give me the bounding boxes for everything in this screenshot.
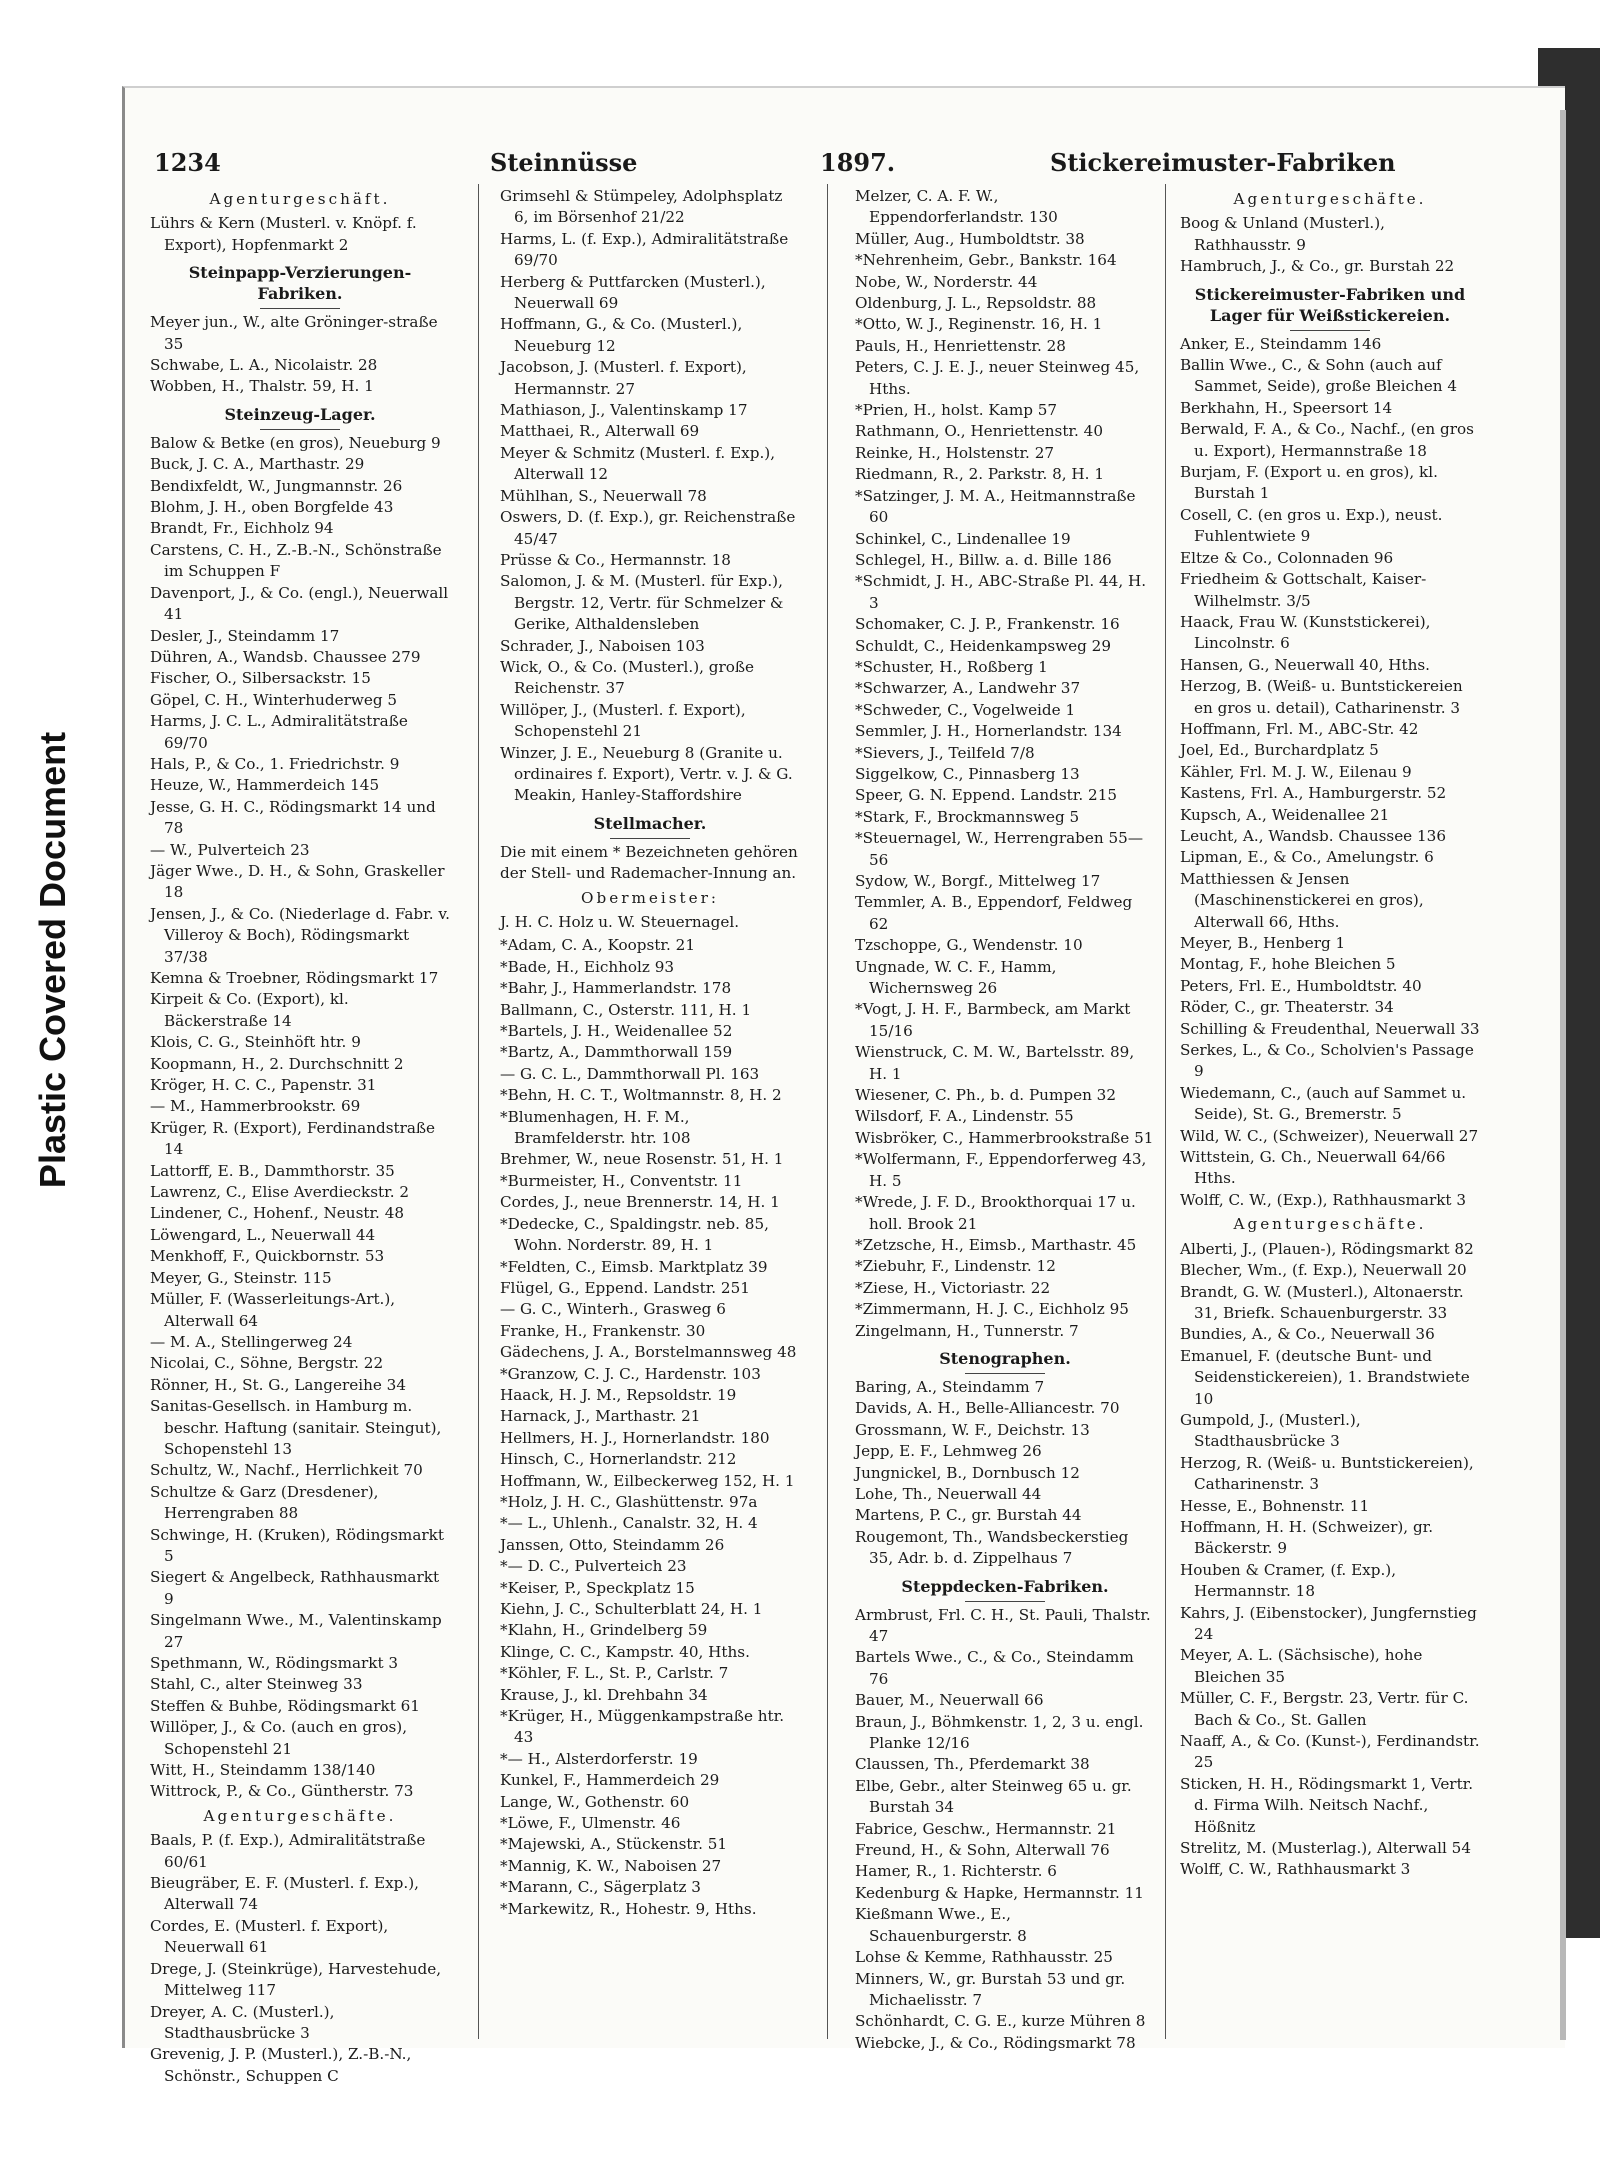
directory-entry: Hoffmann, H. H. (Schweizer), gr. Bäckerstr. 9 <box>1180 1517 1434 1558</box>
directory-entry: Hellmers, H. J., Hornerlandstr. 180 <box>500 1428 770 1447</box>
directory-entry: Emanuel, F. (deutsche Bunt- und Seidenstickereien), 1. Brandstwiete 10 <box>1180 1346 1470 1408</box>
directory-entry: Lindener, C., Hohenf., Neustr. 48 <box>150 1204 405 1223</box>
directory-entry: Ballin Wwe., C., & Sohn (auch auf Sammet, Seide), große Bleichen 4 <box>1180 356 1458 396</box>
directory-entry: Leucht, A., Wandsb. Chaussee 136 <box>1180 826 1446 845</box>
page-edge-shadow <box>1560 110 1566 2040</box>
directory-entry: Buck, J. C. A., Marthastr. 29 <box>150 455 365 474</box>
directory-entry: Janssen, Otto, Steindamm 26 <box>500 1535 725 1554</box>
directory-entry: *Keiser, P., Speckplatz 15 <box>500 1578 695 1597</box>
directory-entry: Anker, E., Steindamm 146 <box>1180 334 1382 353</box>
directory-entry: Kähler, Frl. M. J. W., Eilenau 9 <box>1180 762 1412 781</box>
directory-entry: Desler, J., Steindamm 17 <box>150 626 340 645</box>
directory-entry: Kirpeit & Co. (Export), kl. Bäckerstraße 14 <box>150 990 349 1030</box>
plastic-covered-text: Plastic Covered Document <box>32 731 73 1189</box>
directory-entry: Mühlhan, S., Neuerwall 78 <box>500 486 707 505</box>
directory-entry: Schuldt, C., Heidenkampsweg 29 <box>855 636 1111 655</box>
directory-entry: *Burmeister, H., Conventstr. 11 <box>500 1171 743 1190</box>
directory-entry: Spethmann, W., Rödingsmarkt 3 <box>150 1654 399 1672</box>
column-rule <box>1165 184 1166 2039</box>
directory-entry: Lipman, E., & Co., Amelungstr. 6 <box>1180 848 1434 867</box>
directory-entry: Hansen, G., Neuerwall 40, Hths. <box>1180 655 1431 674</box>
column-rule <box>827 184 828 2039</box>
directory-entry: Reinke, H., Holstenstr. 27 <box>855 443 1055 462</box>
directory-entry: Brehmer, W., neue Rosenstr. 51, H. 1 <box>500 1150 784 1169</box>
directory-entry: *Dedecke, C., Spaldingstr. neb. 85, Wohn. Norderstr. 89, H. 1 <box>500 1214 769 1255</box>
directory-entry: Jäger Wwe., D. H., & Sohn, Graskeller 18 <box>150 861 445 902</box>
directory-column-1 <box>150 186 450 2085</box>
directory-entry: Krause, J., kl. Drehbahn 34 <box>500 1685 708 1704</box>
directory-entry: Armbrust, Frl. C. H., St. Pauli, Thalstr. 47 <box>855 1605 1151 1645</box>
directory-entry: *Bartz, A., Dammthorwall 159 <box>500 1043 733 1062</box>
directory-entry: *Wolfermann, F., Eppendorferweg 43, H. 5 <box>855 1150 1147 1190</box>
directory-entry: Herzog, B. (Weiß- u. Buntstickereien en gros u. detail), Catharinenstr. 3 <box>1180 677 1463 717</box>
directory-entry: *Vogt, J. H. F., Barmbeck, am Markt 15/16 <box>855 1000 1131 1040</box>
directory-entry: *Sievers, J., Teilfeld 7/8 <box>855 743 1035 762</box>
directory-entry: Alberti, J., (Plauen-), Rödingsmarkt 82 <box>1180 1239 1474 1258</box>
category-heading: Steinpapp-Verzierungen-Fabriken. <box>150 262 450 309</box>
directory-column-2 <box>500 186 800 2036</box>
directory-entry: *Schweder, C., Vogelweide 1 <box>855 700 1076 719</box>
directory-entry: *Granzow, C. J. C., Hardenstr. 103 <box>500 1364 761 1383</box>
directory-entry: Haack, H. J. M., Repsoldstr. 19 <box>500 1385 737 1404</box>
directory-entry: Ungnade, W. C. F., Hamm, Wichernsweg 26 <box>855 957 1057 998</box>
directory-entry: Rönner, H., St. G., Langereihe 34 <box>150 1375 406 1394</box>
directory-entry: *Bartels, J. H., Weidenallee 52 <box>500 1022 733 1041</box>
section-label: Agenturgeschäfte. <box>1233 190 1427 208</box>
directory-entry: Witt, H., Steindamm 138/140 <box>150 1761 376 1780</box>
directory-entry: Steffen & Buhbe, Rödingsmarkt 61 <box>150 1696 420 1715</box>
directory-entry: *Markewitz, R., Hohestr. 9, Hths. <box>500 1899 757 1918</box>
directory-entry: Röder, C., gr. Theaterstr. 34 <box>1180 998 1394 1017</box>
directory-entry: Singelmann Wwe., M., Valentinskamp 27 <box>150 1611 442 1651</box>
directory-entry: Schrader, J., Naboisen 103 <box>500 636 705 655</box>
directory-entry: Kastens, Frl. A., Hamburgerstr. 52 <box>1180 784 1447 803</box>
directory-entry: Dreyer, A. C. (Musterl.), Stadthausbrücke 3 <box>150 2002 335 2042</box>
directory-entry: Müller, F. (Wasserleitungs-Art.), Alterwall 64 <box>150 1290 396 1330</box>
directory-entry: Kiehn, J. C., Schulterblatt 24, H. 1 <box>500 1600 763 1618</box>
directory-entry: Sanitas-Gesellsch. in Hamburg m. beschr. Haftung (sanitair. Steingut), Schopenstehl 13 <box>150 1397 442 1458</box>
directory-entry: Strelitz, M. (Musterlag.), Alterwall 54 <box>1180 1839 1471 1858</box>
directory-entry: Flügel, G., Eppend. Landstr. 251 <box>500 1278 750 1297</box>
directory-entry: Speer, G. N. Eppend. Landstr. 215 <box>855 786 1118 805</box>
directory-entry: Nicolai, C., Söhne, Bergstr. 22 <box>150 1354 384 1373</box>
directory-entry: Friedheim & Gottschalt, Kaiser-Wilhelmstr. 3/5 <box>1180 570 1427 610</box>
section-label: Agenturgeschäfte. <box>203 1806 397 1825</box>
directory-entry: Krüger, R. (Export), Ferdinandstraße 14 <box>150 1118 436 1159</box>
directory-entry: Haack, Frau W. (Kunststickerei), Lincolnstr. 6 <box>1180 612 1431 653</box>
page-number: 1234 <box>154 148 221 177</box>
directory-entry: Burjam, F. (Export u. en gros), kl. Burstah 1 <box>1180 463 1438 503</box>
directory-entry: *Otto, W. J., Reginenstr. 16, H. 1 <box>855 315 1103 334</box>
directory-entry: Hoffmann, G., & Co. (Musterl.), Neueburg 12 <box>500 315 743 355</box>
directory-entry: Brandt, Fr., Eichholz 94 <box>150 519 334 538</box>
directory-entry: Jesse, G. H. C., Rödingsmarkt 14 und 78 <box>150 797 436 838</box>
directory-entry: Bartels Wwe., C., & Co., Steindamm 76 <box>855 1648 1134 1688</box>
category-heading: Stickereimuster-Fabriken und Lager für Weißstickereien. <box>1180 284 1480 331</box>
section-label: Obermeister: <box>581 888 719 907</box>
directory-entry: Cordes, E. (Musterl. f. Export), Neuerwall 61 <box>150 1916 389 1957</box>
directory-entry: Göpel, C. H., Winterhuderweg 5 <box>150 690 398 709</box>
directory-entry: Meyer, A. L. (Sächsische), hohe Bleichen 35 <box>1180 1646 1423 1686</box>
directory-entry: Tzschoppe, G., Wendenstr. 10 <box>855 936 1083 955</box>
directory-entry: Berkhahn, H., Speersort 14 <box>1180 398 1393 417</box>
directory-entry: *Majewski, A., Stückenstr. 51 <box>500 1835 728 1854</box>
category-heading: Steppdecken-Fabriken. <box>855 1576 1155 1602</box>
directory-entry: Lange, W., Gothenstr. 60 <box>500 1792 690 1811</box>
directory-entry: Balow & Betke (en gros), Neueburg 9 <box>150 433 441 452</box>
directory-entry: Harms, L. (f. Exp.), Admiralitätstraße 69/70 <box>500 229 789 270</box>
directory-entry: Löwengard, L., Neuerwall 44 <box>150 1225 376 1244</box>
directory-entry: *Zetzsche, H., Eimsb., Marthastr. 45 <box>855 1235 1137 1254</box>
directory-entry: Naaff, A., & Co. (Kunst-), Ferdinandstr. 25 <box>1180 1732 1480 1772</box>
note-text: J. H. C. Holz u. W. Steuernagel. <box>500 913 740 931</box>
directory-entry: Wienstruck, C. M. W., Bartelsstr. 89, H. 1 <box>855 1043 1135 1083</box>
directory-entry: Baring, A., Steindamm 7 <box>855 1377 1045 1396</box>
directory-entry: Rougemont, Th., Wandsbeckerstieg 35, Adr. b. d. Zippelhaus 7 <box>855 1527 1129 1568</box>
directory-entry: Cordes, J., neue Brennerstr. 14, H. 1 <box>500 1193 780 1212</box>
directory-entry: Grossmann, W. F., Deichstr. 13 <box>855 1420 1090 1439</box>
directory-entry: Wick, O., & Co. (Musterl.), große Reichenstr. 37 <box>500 657 755 698</box>
directory-entry: Dühren, A., Wandsb. Chaussee 279 <box>150 647 421 666</box>
directory-entry: Carstens, C. H., Z.-B.-N., Schönstraße im Schuppen F <box>150 540 442 581</box>
directory-entry: Peters, Frl. E., Humboldtstr. 40 <box>1180 976 1422 995</box>
directory-entry: Herberg & Puttfarcken (Musterl.), Neuerwall 69 <box>500 272 766 313</box>
directory-entry: Kedenburg & Hapke, Hermannstr. 11 <box>855 1883 1144 1902</box>
directory-entry: *Schwarzer, A., Landwehr 37 <box>855 679 1081 698</box>
directory-entry: *Klahn, H., Grindelberg 59 <box>500 1621 708 1640</box>
directory-entry: Wobben, H., Thalstr. 59, H. 1 <box>150 377 374 396</box>
directory-entry: Freund, H., & Sohn, Alterwall 76 <box>855 1841 1110 1860</box>
directory-entry: Lattorff, E. B., Dammthorstr. 35 <box>150 1161 395 1180</box>
directory-entry: Gädechens, J. A., Borstelmannsweg 48 <box>500 1343 797 1362</box>
directory-entry: Hoffmann, W., Eilbeckerweg 152, H. 1 <box>500 1471 795 1490</box>
directory-entry: Riedmann, R., 2. Parkstr. 8, H. 1 <box>855 465 1104 484</box>
directory-entry: Wilsdorf, F. A., Lindenstr. 55 <box>855 1107 1074 1126</box>
directory-entry: Boog & Unland (Musterl.), Rathhausstr. 9 <box>1180 214 1386 254</box>
directory-entry: — W., Pulverteich 23 <box>150 840 310 859</box>
directory-entry: Oldenburg, J. L., Repsoldstr. 88 <box>855 294 1097 313</box>
directory-column-3 <box>855 186 1155 2052</box>
directory-entry: Mathiason, J., Valentinskamp 17 <box>500 401 748 420</box>
directory-entry: Meyer jun., W., alte Gröninger-straße 35 <box>150 313 438 353</box>
directory-entry: *Köhler, F. L., St. P., Carlstr. 7 <box>500 1664 729 1683</box>
directory-entry: *Schuster, H., Roßberg 1 <box>855 657 1048 676</box>
directory-entry: *Bade, H., Eichholz 93 <box>500 957 675 976</box>
directory-entry: *Nehrenheim, Gebr., Bankstr. 164 <box>855 251 1117 270</box>
directory-entry: Harms, J. C. L., Admiralitätstraße 69/70 <box>150 712 408 752</box>
directory-entry: Wiesener, C. Ph., b. d. Pumpen 32 <box>855 1086 1117 1105</box>
directory-entry: Meyer & Schmitz (Musterl. f. Exp.), Alterwall 12 <box>500 443 776 484</box>
directory-entry: Grimsehl & Stümpeley, Adolphsplatz 6, im Börsenhof 21/22 <box>500 187 783 227</box>
directory-entry: Wiedemann, C., (auch auf Sammet u. Seide), St. G., Bremerstr. 5 <box>1180 1083 1467 1124</box>
directory-entry: Temmler, A. B., Eppendorf, Feldweg 62 <box>855 893 1133 933</box>
directory-entry: Davids, A. H., Belle-Alliancestr. 70 <box>855 1399 1120 1418</box>
directory-entry: Heuze, W., Hammerdeich 145 <box>150 776 380 795</box>
directory-entry: Wild, W. C., (Schweizer), Neuerwall 27 <box>1180 1126 1479 1145</box>
running-head-right: Stickereimuster-Fabriken <box>1050 148 1396 177</box>
directory-entry: Wittrock, P., & Co., Güntherstr. 73 <box>150 1782 414 1801</box>
directory-entry: Herzog, R. (Weiß- u. Buntstickereien), Catharinenstr. 3 <box>1180 1453 1474 1494</box>
directory-entry: *Adam, C. A., Koopstr. 21 <box>500 936 695 955</box>
directory-entry: Eltze & Co., Colonnaden 96 <box>1180 548 1394 567</box>
directory-entry: Kröger, H. C. C., Papenstr. 31 <box>150 1076 377 1095</box>
directory-entry: Koopmann, H., 2. Durchschnitt 2 <box>150 1054 404 1073</box>
directory-entry: Bundies, A., & Co., Neuerwall 36 <box>1180 1325 1435 1344</box>
directory-entry: Schönhardt, C. G. E., kurze Mühren 8 <box>855 2012 1146 2031</box>
directory-entry: Sydow, W., Borgf., Mittelweg 17 <box>855 872 1101 890</box>
directory-entry: Wolff, C. W., (Exp.), Rathhausmarkt 3 <box>1180 1190 1467 1209</box>
section-label: Agenturgeschäft. <box>209 190 391 208</box>
directory-entry: Menkhoff, F., Quickbornstr. 53 <box>150 1247 385 1266</box>
directory-entry: *Mannig, K. W., Naboisen 27 <box>500 1856 722 1875</box>
directory-entry: Brandt, G. W. (Musterl.), Altonaerstr. 31, Briefk. Schauenburgerstr. 33 <box>1180 1282 1464 1322</box>
directory-entry: Minners, W., gr. Burstah 53 und gr. Michaelisstr. 7 <box>855 1969 1126 2009</box>
directory-entry: Lohe, Th., Neuerwall 44 <box>855 1484 1042 1503</box>
directory-entry: Kunkel, F., Hammerdeich 29 <box>500 1771 720 1790</box>
category-heading: Steinzeug-Lager. <box>150 404 450 430</box>
directory-entry: Wiebcke, J., & Co., Rödingsmarkt 78 <box>855 2033 1136 2052</box>
directory-entry: Hesse, E., Bohnenstr. 11 <box>1180 1496 1370 1515</box>
directory-entry: Jacobson, J. (Musterl. f. Export), Hermannstr. 27 <box>500 358 747 398</box>
plastic-covered-label <box>8 700 98 1220</box>
directory-entry: Semmler, J. H., Hornerlandstr. 134 <box>855 722 1122 741</box>
directory-entry: Ballmann, C., Osterstr. 111, H. 1 <box>500 1000 752 1019</box>
directory-entry: — M., Hammerbrookstr. 69 <box>150 1097 361 1116</box>
directory-entry: *Blumenhagen, H. F. M., Bramfelderstr. htr. 108 <box>500 1107 691 1148</box>
directory-entry: Siegert & Angelbeck, Rathhausmarkt 9 <box>150 1568 440 1608</box>
directory-entry: Martens, P. C., gr. Burstah 44 <box>855 1506 1082 1525</box>
directory-entry: Oswers, D. (f. Exp.), gr. Reichenstraße 45/47 <box>500 508 796 548</box>
directory-entry: Lohse & Kemme, Rathhausstr. 25 <box>855 1948 1113 1967</box>
directory-entry: Jepp, E. F., Lehmweg 26 <box>855 1442 1042 1461</box>
column-rule <box>478 184 479 2039</box>
category-heading: Stenographen. <box>855 1348 1155 1374</box>
directory-entry: Cosell, C. (en gros u. Exp.), neust. Fuhlentwiete 9 <box>1180 505 1443 546</box>
category-heading: Stellmacher. <box>500 813 800 839</box>
directory-entry: Grevenig, J. P. (Musterl.), Z.-B.-N., Schönstr., Schuppen C <box>150 2045 412 2085</box>
directory-entry: *— H., Alsterdorferstr. 19 <box>500 1749 698 1768</box>
directory-column-4 <box>1180 186 1480 2036</box>
directory-entry: Hambruch, J., & Co., gr. Burstah 22 <box>1180 257 1455 276</box>
running-head-year: 1897. <box>820 148 896 177</box>
directory-entry: Salomon, J. & M. (Musterl. für Exp.), Bergstr. 12, Vertr. für Schmelzer & Gerike, Althaldensleben <box>500 572 784 634</box>
directory-entry: Melzer, C. A. F. W., Eppendorferlandstr. 130 <box>855 187 1058 227</box>
directory-entry: Rathmann, O., Henriettenstr. 40 <box>855 422 1104 441</box>
directory-entry: Jensen, J., & Co. (Niederlage d. Fabr. v. Villeroy & Boch), Rödingsmarkt 37/38 <box>150 904 450 966</box>
directory-entry: Kahrs, J. (Eibenstocker), Jungfernstieg 24 <box>1180 1603 1477 1643</box>
directory-entry: Matthiessen & Jensen (Maschinenstickerei en gros), Alterwall 66, Hths. <box>1180 869 1424 931</box>
directory-entry: Müller, Aug., Humboldtstr. 38 <box>855 229 1085 248</box>
note-text: Die mit einem * Bezeichneten gehören der Stell- und Rademacher-Innung an. <box>500 842 798 883</box>
directory-entry: Matthaei, R., Alterwall 69 <box>500 422 700 441</box>
directory-entry: Bieugräber, E. F. (Musterl. f. Exp.), Alterwall 74 <box>150 1874 419 1914</box>
directory-entry: Nobe, W., Norderstr. 44 <box>855 272 1038 291</box>
directory-entry: Baals, P. (f. Exp.), Admiralitätstraße 60/61 <box>150 1831 426 1871</box>
directory-entry: *Wrede, J. F. D., Brookthorquai 17 u. holl. Brook 21 <box>855 1193 1136 1233</box>
directory-entry: *Satzinger, J. M. A., Heitmannstraße 60 <box>855 486 1136 527</box>
directory-entry: Serkes, L., & Co., Scholvien's Passage 9 <box>1180 1041 1474 1081</box>
directory-entry: Bendixfeldt, W., Jungmannstr. 26 <box>150 476 403 495</box>
directory-entry: Willöper, J., & Co. (auch en gros), Schopenstehl 21 <box>150 1718 408 1758</box>
directory-entry: Prüsse & Co., Hermannstr. 18 <box>500 550 731 569</box>
directory-entry: Zingelmann, H., Tunnerstr. 7 <box>855 1321 1079 1340</box>
directory-entry: Wolff, C. W., Rathhausmarkt 3 <box>1180 1860 1411 1879</box>
directory-entry: Claussen, Th., Pferdemarkt 38 <box>855 1755 1090 1774</box>
directory-entry: *Prien, H., holst. Kamp 57 <box>855 401 1058 420</box>
directory-entry: — G. C. L., Dammthorwall Pl. 163 <box>500 1064 760 1083</box>
directory-entry: Stahl, C., alter Steinweg 33 <box>150 1675 363 1694</box>
directory-entry: *Löwe, F., Ulmenstr. 46 <box>500 1814 681 1833</box>
directory-entry: *Marann, C., Sägerplatz 3 <box>500 1878 701 1897</box>
directory-entry: Elbe, Gebr., alter Steinweg 65 u. gr. Burstah 34 <box>855 1776 1132 1817</box>
directory-entry: Fabrice, Geschw., Hermannstr. 21 <box>855 1819 1117 1838</box>
directory-entry: Franke, H., Frankenstr. 30 <box>500 1321 706 1340</box>
directory-entry: Kemna & Troebner, Rödingsmarkt 17 <box>150 969 439 987</box>
directory-entry: Davenport, J., & Co. (engl.), Neuerwall 41 <box>150 583 449 624</box>
directory-entry: Drege, J. (Steinkrüge), Harvestehude, Mittelweg 117 <box>150 1959 442 2000</box>
directory-entry: Meyer, B., Henberg 1 <box>1180 934 1346 952</box>
directory-entry: Klois, C. G., Steinhöft htr. 9 <box>150 1033 361 1052</box>
directory-entry: Wisbröker, C., Hammerbrookstraße 51 <box>855 1128 1154 1147</box>
directory-entry: Kupsch, A., Weidenallee 21 <box>1180 805 1390 824</box>
directory-entry: *— L., Uhlenh., Canalstr. 32, H. 4 <box>500 1514 758 1533</box>
directory-entry: Müller, C. F., Bergstr. 23, Vertr. für C. Bach & Co., St. Gallen <box>1180 1689 1469 1729</box>
directory-entry: Blohm, J. H., oben Borgfelde 43 <box>150 498 394 517</box>
directory-entry: — G. C., Winterh., Grasweg 6 <box>500 1300 726 1319</box>
directory-entry: Wittstein, G. Ch., Neuerwall 64/66 Hths. <box>1180 1148 1446 1188</box>
directory-entry: Schomaker, C. J. P., Frankenstr. 16 <box>855 615 1120 634</box>
directory-entry: Schinkel, C., Lindenallee 19 <box>855 529 1071 548</box>
directory-entry: Hoffmann, Frl. M., ABC-Str. 42 <box>1180 719 1419 738</box>
directory-entry: Braun, J., Böhmkenstr. 1, 2, 3 u. engl. Planke 12/16 <box>855 1712 1144 1753</box>
directory-entry: Hals, P., & Co., 1. Friedrichstr. 9 <box>150 754 400 773</box>
directory-entry: Schlegel, H., Billw. a. d. Bille 186 <box>855 550 1112 569</box>
directory-entry: Willöper, J., (Musterl. f. Export), Schopenstehl 21 <box>500 700 746 741</box>
directory-entry: Berwald, F. A., & Co., Nachf., (en gros u. Export), Hermannstraße 18 <box>1180 420 1474 460</box>
directory-entry: Fischer, O., Silbersackstr. 15 <box>150 669 371 688</box>
directory-entry: *Steuernagel, W., Herrengraben 55—56 <box>855 829 1144 869</box>
section-label: Agenturgeschäfte. <box>1233 1215 1427 1234</box>
directory-entry: Schwinge, H. (Kruken), Rödingsmarkt 5 <box>150 1525 444 1565</box>
directory-entry: Jungnickel, B., Dornbusch 12 <box>855 1463 1080 1482</box>
directory-entry: Bauer, M., Neuerwall 66 <box>855 1691 1044 1710</box>
directory-entry: *Holz, J. H. C., Glashüttenstr. 97a <box>500 1492 758 1511</box>
directory-entry: Harnack, J., Marthastr. 21 <box>500 1407 701 1426</box>
directory-entry: *Schmidt, J. H., ABC-Straße Pl. 44, H. 3 <box>855 572 1147 612</box>
directory-entry: *Stark, F., Brockmannsweg 5 <box>855 807 1080 826</box>
directory-entry: Lawrenz, C., Elise Averdieckstr. 2 <box>150 1183 410 1202</box>
directory-entry: Gumpold, J., (Musterl.), Stadthausbrücke 3 <box>1180 1410 1361 1451</box>
directory-entry: Schilling & Freudenthal, Neuerwall 33 <box>1180 1019 1480 1038</box>
directory-entry: Hinsch, C., Hornerlandstr. 212 <box>500 1450 737 1469</box>
directory-entry: Hamer, R., 1. Richterstr. 6 <box>855 1862 1057 1881</box>
directory-entry: Kießmann Wwe., E., Schauenburgerstr. 8 <box>855 1905 1027 1945</box>
directory-entry: Sticken, H. H., Rödingsmarkt 1, Vertr. d. Firma Wilh. Neitsch Nachf., Hößnitz <box>1180 1774 1474 1836</box>
directory-entry: Winzer, J. E., Neueburg 8 (Granite u. ordinaires f. Export), Vertr. v. J. & G. Meakin, Hanley-Staffordshire <box>500 743 793 805</box>
directory-entry: Houben & Cramer, (f. Exp.), Hermannstr. 18 <box>1180 1560 1397 1601</box>
running-head-left: Steinnüsse <box>490 148 638 177</box>
directory-entry: Peters, C. J. E. J., neuer Steinweg 45, Hths. <box>855 358 1140 398</box>
directory-entry: Klinge, C. C., Kampstr. 40, Hths. <box>500 1642 750 1661</box>
directory-entry: Schultz, W., Nachf., Herrlichkeit 70 <box>150 1461 423 1480</box>
directory-entry: *Ziebuhr, F., Lindenstr. 12 <box>855 1257 1056 1276</box>
directory-entry: Blecher, Wm., (f. Exp.), Neuerwall 20 <box>1180 1261 1467 1280</box>
directory-entry: Pauls, H., Henriettenstr. 28 <box>855 336 1066 355</box>
directory-entry: *Bahr, J., Hammerlandstr. 178 <box>500 979 732 998</box>
directory-entry: *Feldten, C., Eimsb. Marktplatz 39 <box>500 1257 768 1276</box>
directory-entry: — M. A., Stellingerweg 24 <box>150 1332 353 1351</box>
directory-entry: Schultze & Garz (Dresdener), Herrengraben 88 <box>150 1482 379 1523</box>
directory-entry: *Zimmermann, H. J. C., Eichholz 95 <box>855 1300 1129 1319</box>
directory-entry: Montag, F., hohe Bleichen 5 <box>1180 955 1396 974</box>
directory-entry: *Behn, H. C. T., Woltmannstr. 8, H. 2 <box>500 1086 782 1105</box>
directory-entry: Siggelkow, C., Pinnasberg 13 <box>855 764 1080 783</box>
directory-entry: Meyer, G., Steinstr. 115 <box>150 1268 332 1287</box>
directory-entry: Schwabe, L. A., Nicolaistr. 28 <box>150 356 378 375</box>
directory-entry: *— D. C., Pulverteich 23 <box>500 1557 687 1576</box>
directory-entry: Joel, Ed., Burchardplatz 5 <box>1180 741 1379 760</box>
directory-entry: *Ziese, H., Victoriastr. 22 <box>855 1278 1051 1297</box>
directory-entry: Lührs & Kern (Musterl. v. Knöpf. f. Export), Hopfenmarkt 2 <box>150 214 417 254</box>
directory-entry: *Krüger, H., Müggenkampstraße htr. 43 <box>500 1707 785 1747</box>
